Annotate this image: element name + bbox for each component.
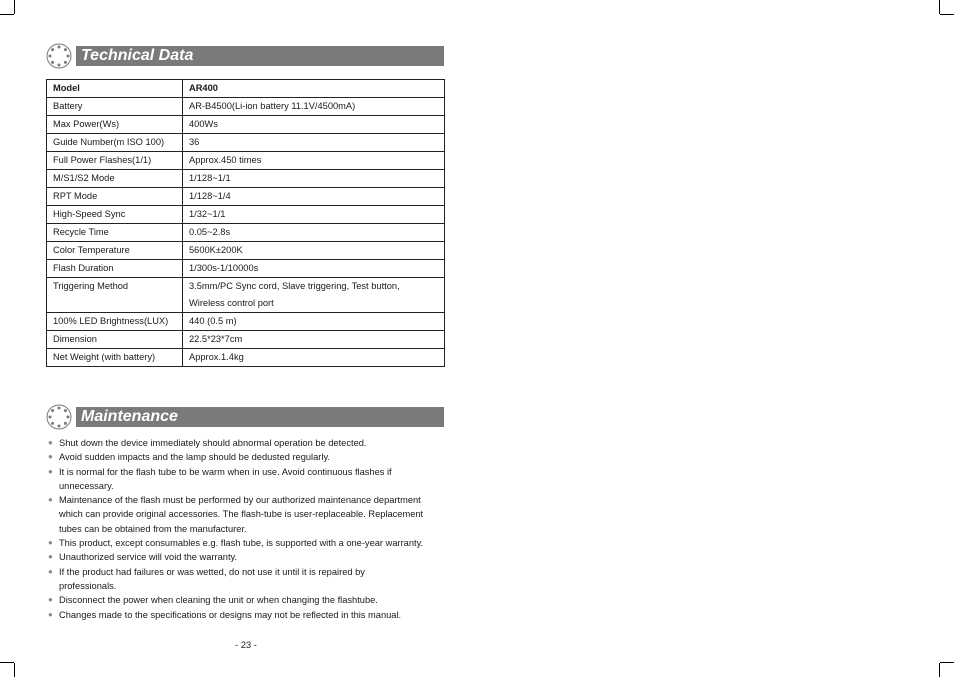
spec-label: Full Power Flashes(1/1) [47,152,183,170]
spec-value-line: Wireless control port [189,298,274,308]
list-line: If the product had failures or was wetted, do not use it until it is repaired by [59,566,365,577]
table-row [47,80,445,98]
list-line: Unauthorized service will void the warranty. [59,552,238,563]
bullet-icon: ● [48,438,53,447]
list-line: Shut down the device immediately should abnormal operation be detected. [59,438,367,448]
list-line: This product, except consumables e.g. flash tube, is supported with a one-year warranty. [59,538,424,549]
table-row [47,188,445,206]
dotted-circle-icon [46,404,72,430]
crop-mark [0,662,14,663]
list-line: Maintenance of the flash must be performed by our authorized maintenance department [59,495,421,506]
spec-value [183,278,445,313]
spec-value-line: 3.5mm/PC Sync cord, Slave triggering, Test button, [189,281,400,291]
spec-label: Guide Number(m ISO 100) [47,134,183,152]
list-line: It is normal for the flash tube to be warm when in use. Avoid continuous flashes if [59,466,392,477]
spec-label: Battery [47,98,183,116]
table-row [47,134,445,152]
list-line: Changes made to the specifications or designs may not be reflected in this manual. [59,609,402,620]
list-item [46,465,446,494]
crop-mark [939,663,940,677]
list-item [46,450,446,464]
table-row [47,224,445,242]
spec-label: Recycle Time [47,224,183,242]
crop-mark [940,662,954,663]
bullet-icon: ● [48,566,53,576]
spec-value: 1/128~1/4 [183,188,445,206]
bullet-icon: ● [48,609,53,619]
bullet-icon: ● [48,595,53,605]
spec-value: AR400 [183,80,445,98]
page-number: - 23 - [235,640,257,650]
spec-table [46,79,445,367]
table-row [47,331,445,349]
crop-mark [14,663,15,677]
spec-label: Dimension [47,331,183,349]
spec-label: Max Power(Ws) [47,116,183,134]
spec-value: 5600K±200K [183,242,445,260]
crop-mark [940,14,954,15]
spec-value: 1/128~1/1 [183,170,445,188]
list-item [46,550,446,564]
table-row [47,313,445,331]
bullet-icon: ● [48,538,53,548]
list-line: Avoid sudden impacts and the lamp should be dedusted regularly. [59,452,330,463]
bullet-icon: ● [48,495,53,505]
spec-label: Model [47,80,183,98]
spec-value: 1/32~1/1 [183,206,445,224]
section-title: Technical Data [81,47,194,64]
table-row [47,206,445,224]
maintenance-header [46,407,444,427]
spec-value: AR-B4500(Li-ion battery 11.1V/4500mA) [183,98,445,116]
table-row [47,116,445,134]
spec-value: Approx.1.4kg [183,349,445,367]
list-item [46,565,446,594]
dotted-circle-icon [46,43,72,69]
table-row [47,278,445,313]
list-item [46,436,446,450]
spec-value: 36 [183,134,445,152]
spec-label: Net Weight (with battery) [47,349,183,367]
list-line: Disconnect the power when cleaning the unit or when changing the flashtube. [59,595,378,606]
table-row [47,242,445,260]
list-item [46,593,446,607]
list-line: tubes can be obtained from the manufacturer. [59,523,247,534]
spec-value: 440 (0.5 m) [183,313,445,331]
spec-label: High-Speed Sync [47,206,183,224]
table-row [47,349,445,367]
spec-value: 22.5*23*7cm [183,331,445,349]
table-row [47,170,445,188]
spec-label: Triggering Method [47,278,183,313]
spec-label: Flash Duration [47,260,183,278]
crop-mark [14,0,15,14]
bullet-icon: ● [48,466,53,476]
spec-value: 400Ws [183,116,445,134]
list-line: unnecessary. [59,480,114,491]
technical-data-header [46,46,444,66]
table-row [47,152,445,170]
bullet-icon: ● [48,452,53,462]
table-row [47,98,445,116]
spec-value: 1/300s-1/10000s [183,260,445,278]
list-item [46,493,446,536]
crop-mark [939,0,940,14]
bullet-icon: ● [48,552,53,562]
spec-label: Color Temperature [47,242,183,260]
list-item [46,536,446,550]
list-line: which can provide original accessories. The flash-tube is user-replaceable. Replacement [59,509,424,520]
crop-mark [0,14,14,15]
spec-label: M/S1/S2 Mode [47,170,183,188]
spec-label: RPT Mode [47,188,183,206]
maintenance-list [46,436,446,622]
spec-label: 100% LED Brightness(LUX) [47,313,183,331]
spec-value: 0.05~2.8s [183,224,445,242]
section-title: Maintenance [81,408,178,425]
spec-value: Approx.450 times [183,152,445,170]
list-line: professionals. [59,580,117,591]
list-item [46,608,446,622]
table-row [47,260,445,278]
